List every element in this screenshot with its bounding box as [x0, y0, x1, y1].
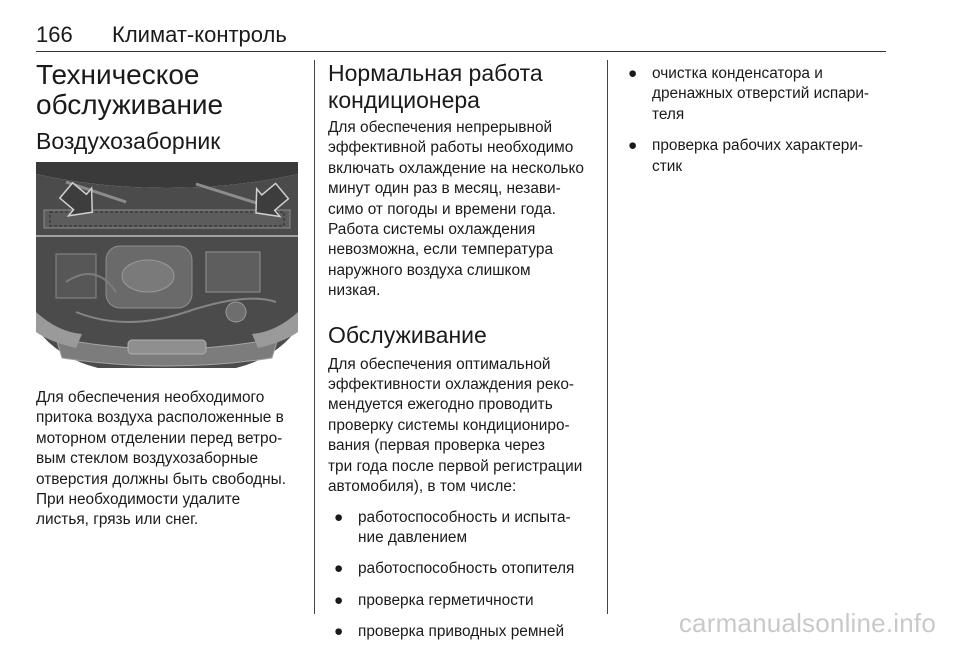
bullet-icon: ●: [628, 65, 638, 82]
chapter-title: Климат-контроль: [112, 22, 287, 47]
list-item: ● очистка конденсатора и дренажных отверстий испари- теля: [628, 65, 870, 123]
column-divider: [314, 60, 315, 614]
service-checklist-continued: [622, 64, 888, 177]
bullet-icon: ●: [334, 560, 344, 578]
list-item: ● работоспособность и испыта- ние давлением: [334, 508, 571, 546]
list-item: ● проверка герметичности: [328, 591, 594, 611]
page-number: 166: [36, 22, 73, 47]
engine-bay-figure: [36, 162, 298, 374]
list-item: ● проверка рабочих характери- стик: [628, 137, 864, 175]
service-text: Для обеспечения оптимальной эффективности охлаждения реко- мендуется ежегодно проводить проверку системы кондициониро- вания (первая проверка через три года после первой регистрации автомобиля), в том числе:: [328, 355, 583, 496]
section-title: Техническое обслуживание: [36, 59, 224, 120]
bullet-icon: ●: [628, 137, 638, 155]
list-item: ● проверка приводных ремней: [328, 622, 594, 642]
column-divider: [607, 60, 608, 614]
ac-operation-text: Для обеспечения непрерывной эффективной работы необходимо включать охлаждение на несколько минут один раз в месяц, незави- симо от погоды и времени года. Работа системы охлаждения невозможна, если температура наружного воздуха слишком низкая.: [328, 119, 584, 300]
bullet-icon: ●: [334, 623, 344, 641]
column-middle: [328, 60, 594, 654]
section-title: Обслуживание: [328, 321, 487, 348]
engine-bay-illustration: [36, 162, 298, 374]
bullet-icon: ●: [334, 591, 344, 609]
air-intake-text: Для обеспечения необходимого притока воздуха расположенные в моторном отделении перед ветро- вым стеклом воздухозаборные отверстия должны быть свободны. При необходимости удалите листья, грязь или снег.: [36, 389, 286, 529]
section-subtitle: Воздухозаборник: [36, 128, 221, 154]
list-item: ● работоспособность отопителя: [328, 559, 594, 579]
column-right: [622, 60, 888, 188]
section-title: Нормальная работа кондиционера: [328, 60, 543, 113]
bullet-icon: ●: [334, 508, 344, 526]
column-left: [36, 59, 302, 529]
service-checklist: [328, 508, 594, 643]
watermark: carmanualsonline.info: [678, 608, 936, 638]
header-divider: [36, 51, 886, 52]
page-header: [36, 20, 886, 52]
